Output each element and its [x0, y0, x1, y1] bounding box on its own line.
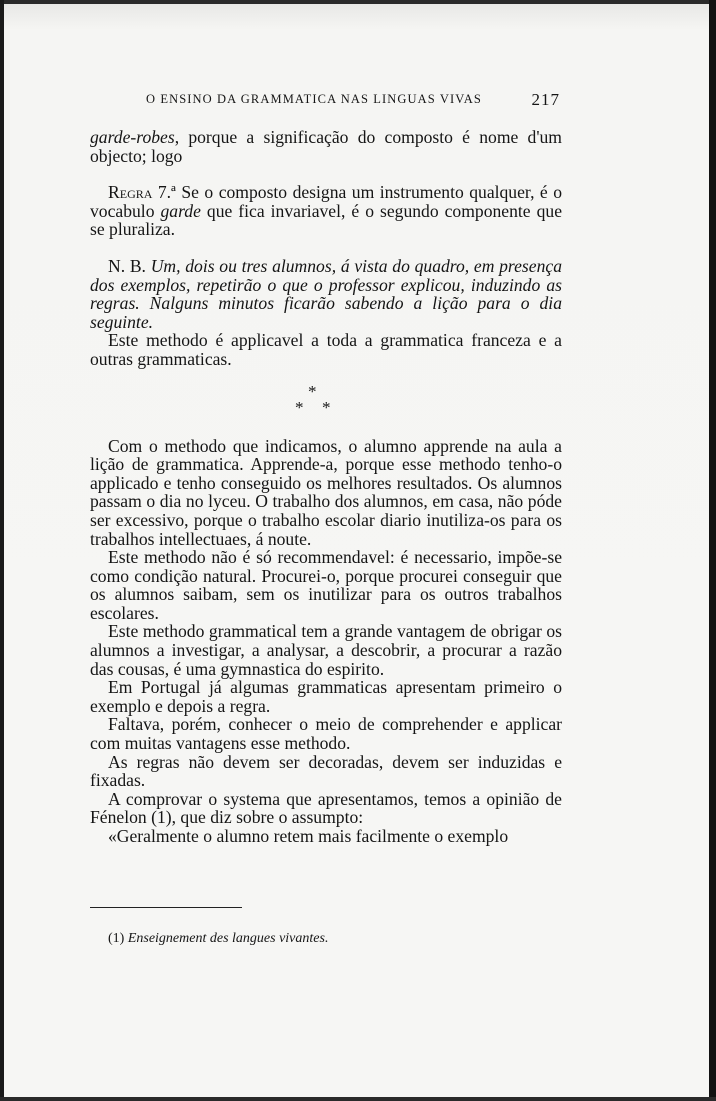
paragraph-text: que fica invariavel, é o segundo componente que se pluraliza. — [90, 200, 563, 240]
body-text — [90, 128, 562, 846]
italic-term: garde — [160, 200, 201, 221]
nb-text: Um, dois ou tres alumnos, á vista do quadro, em presença dos exemplos, repetirão o que o professor explicou, induzindo as regras. Nalguns minutos ficarão sabendo a lição para o dia seguinte. — [90, 255, 562, 332]
footnote-marker: (1) — [108, 931, 125, 946]
section-break-asterisks — [90, 373, 562, 437]
paragraph-comprovar: A comprovar o systema que apresentamos, temos a opinião de Fénelon (1), que diz sobre o assumpto: — [90, 788, 562, 828]
footnote-text: Enseignement des langues vivantes. — [127, 931, 329, 946]
page-number: 217 — [531, 90, 560, 109]
paragraph-vantagem: Este methodo grammatical tem a grande vantagem de obrigar os alumnos a investigar, a analysar, a descobrir, a procurar a razão das cousas, é uma gymnastica do espirito. — [90, 621, 562, 679]
paragraph-quote: «Geralmente o alumno retem mais facilmente o exemplo — [108, 826, 509, 846]
paragraph-method: Este methodo é applicavel a toda a grammatica franceza e a outras grammaticas. — [90, 330, 562, 369]
paragraph-garde-robes — [90, 128, 562, 165]
asterisk: * — [295, 397, 304, 417]
asterisk: * — [322, 397, 331, 417]
scan-edge-left — [0, 0, 4, 1101]
footnote-rule — [90, 907, 242, 908]
running-head-title: O ENSINO DA GRAMMATICA NAS LINGUAS VIVAS — [146, 92, 482, 106]
nb-label: N. B. — [108, 255, 146, 276]
paragraph-nb — [90, 257, 562, 331]
rule-label: Regra 7.ª — [108, 182, 176, 203]
asterisk: * — [308, 381, 317, 401]
paragraph-regra — [90, 183, 562, 239]
scan-edge-right — [709, 0, 716, 1101]
paragraph-text: Se o composto designa um instrumento qualquer, é o vocabulo — [90, 182, 562, 221]
paragraph-portugal: Em Portugal já algumas grammaticas apresentam primeiro o exemplo e depois a regra. — [90, 677, 562, 716]
paragraph-faltava: Faltava, porém, conhecer o meio de comprehender e applicar com muitas vantagens esse methodo. — [90, 714, 562, 754]
paragraph-com-o-methodo: Com o methodo que indicamos, o alumno apprende na aula a lição de grammatica. Apprende-a, porque esse methodo tenho-o applicado e tenho conseguido os melhores resultados. Os alumnos passam o dia no lyceu. O trabalho dos alumnos, em casa, não póde ser excessivo, porque o trabalho escolar diario inutiliza-os para os trabalhos intellectuaes, á noute. — [90, 435, 562, 549]
scan-edge-bottom — [0, 1097, 716, 1101]
scan-edge-top — [0, 0, 716, 4]
paragraph-text: , porque a significação do composto é nome d'um objecto; logo — [90, 127, 562, 166]
footnote — [108, 931, 548, 947]
italic-term: garde-robes — [90, 127, 175, 147]
paragraph-recommendavel: Este methodo não é só recommendavel: é necessario, impõe-se como condição natural. Procurei-o, porque procurei conseguir que os alumnos saibam, sem os inutilizar para os outros trabalhos escolares. — [90, 547, 562, 623]
paragraph-regras: As regras não devem ser decoradas, devem ser induzidas e fixadas. — [90, 751, 562, 791]
